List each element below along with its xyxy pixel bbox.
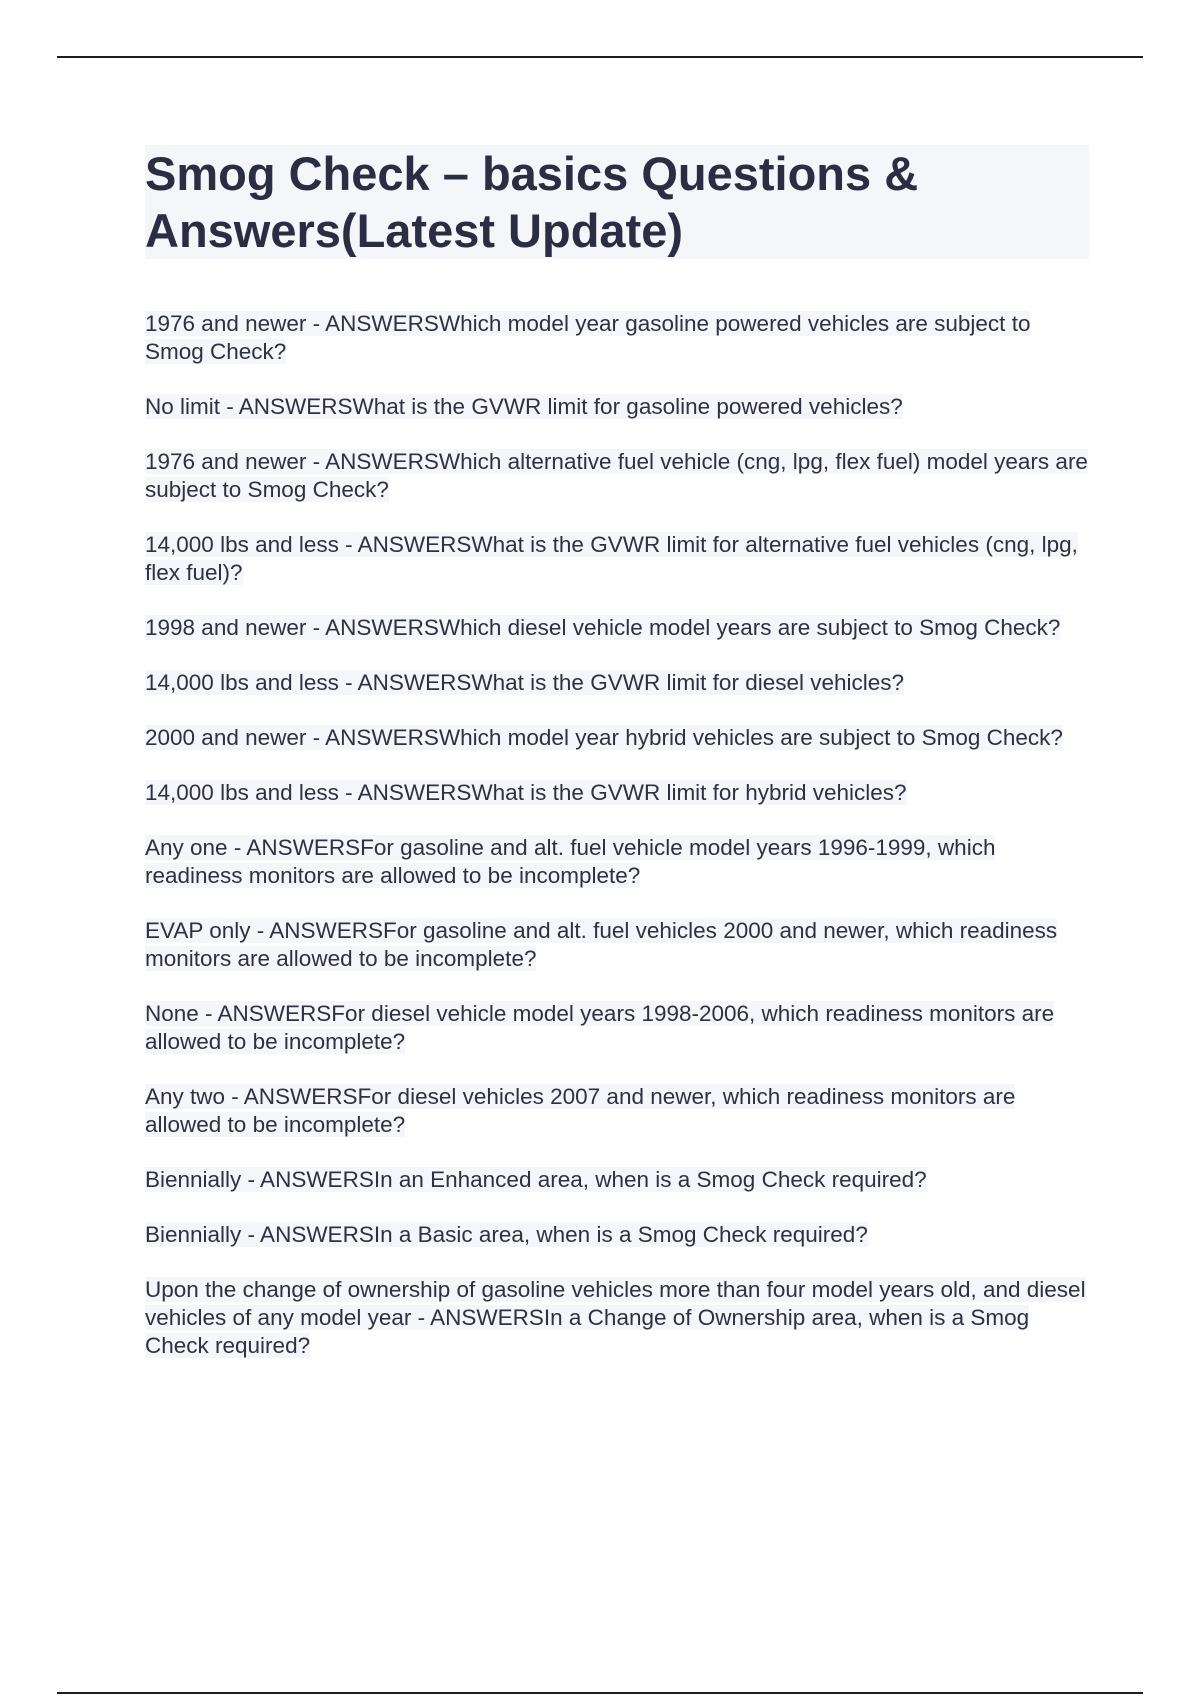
qa-item: EVAP only - ANSWERSFor gasoline and alt. fuel vehicles 2000 and newer, which readiness monitors are allowed to be incomplete?: [145, 918, 1058, 971]
qa-item: 14,000 lbs and less - ANSWERSWhat is the GVWR limit for diesel vehicles?: [145, 670, 905, 695]
qa-item: 1976 and newer - ANSWERSWhich model year gasoline powered vehicles are subject to Smog Check?: [145, 311, 1031, 364]
qa-item: Upon the change of ownership of gasoline vehicles more than four model years old, and diesel vehicles of any model year - ANSWERSIn a Change of Ownership area, when is a Smog Check required?: [145, 1277, 1086, 1358]
qa-item: No limit - ANSWERSWhat is the GVWR limit for gasoline powered vehicles?: [145, 394, 903, 419]
qa-item: 1976 and newer - ANSWERSWhich alternative fuel vehicle (cng, lpg, flex fuel) model years are subject to Smog Check?: [145, 449, 1088, 502]
qa-list: [145, 310, 1089, 1360]
qa-item: 14,000 lbs and less - ANSWERSWhat is the GVWR limit for hybrid vehicles?: [145, 780, 907, 805]
qa-item: 1998 and newer - ANSWERSWhich diesel vehicle model years are subject to Smog Check?: [145, 615, 1061, 640]
qa-item: Any one - ANSWERSFor gasoline and alt. fuel vehicle model years 1996-1999, which readiness monitors are allowed to be incomplete?: [145, 835, 996, 888]
qa-item: Biennially - ANSWERSIn an Enhanced area, when is a Smog Check required?: [145, 1167, 927, 1192]
qa-item: 2000 and newer - ANSWERSWhich model year hybrid vehicles are subject to Smog Check?: [145, 725, 1063, 750]
qa-item: Any two - ANSWERSFor diesel vehicles 2007 and newer, which readiness monitors are allowed to be incomplete?: [145, 1084, 1016, 1137]
qa-item: Biennially - ANSWERSIn a Basic area, when is a Smog Check required?: [145, 1222, 868, 1247]
document-title: Smog Check – basics Questions & Answers(Latest Update): [145, 145, 1089, 259]
qa-item: None - ANSWERSFor diesel vehicle model years 1998-2006, which readiness monitors are allowed to be incomplete?: [145, 1001, 1055, 1054]
bottom-rule: [57, 1692, 1143, 1694]
document-body: [145, 145, 1089, 1387]
qa-item: 14,000 lbs and less - ANSWERSWhat is the GVWR limit for alternative fuel vehicles (cng, lpg, flex fuel)?: [145, 532, 1078, 585]
top-rule: [57, 56, 1143, 58]
